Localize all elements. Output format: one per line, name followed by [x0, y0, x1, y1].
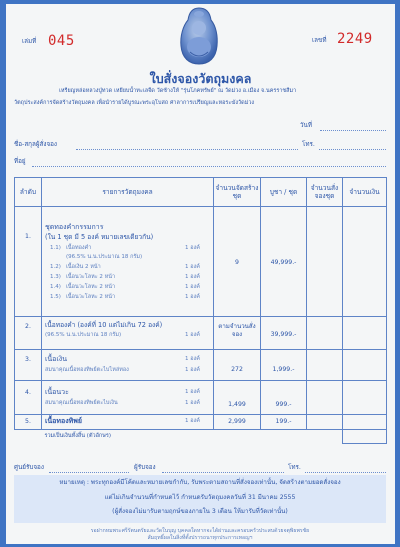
phone-label-2: โทร. [288, 464, 301, 471]
item-title: เนื้อทองทิพย์ [45, 417, 82, 425]
serial-label: เลขที่ [312, 37, 327, 44]
sub-name: (96.5% น.น.ประมาณ 18 กรัม) [66, 254, 143, 260]
order-qty-input[interactable] [307, 350, 343, 381]
bottom-blessing [14, 528, 386, 541]
book-number: 045 [48, 33, 75, 49]
col-item: รายการวัตถุมงคล [42, 178, 214, 207]
item-title: เนื้อนวะ [45, 388, 69, 396]
purpose-line: วัตถุประสงค์การจัดสร้างวัตถุมงคล เพื่อนำรายได้บูรณะพระอุโบสถ ศาลาการเปรียญและหอระฆังวัดม่วง [14, 100, 255, 106]
amulet-photo [179, 6, 220, 66]
order-form-paper [6, 4, 395, 544]
address-field[interactable] [32, 166, 386, 167]
item-title: ชุดทองคำกรรมการ [45, 223, 104, 231]
item-subtitle: (ใน 1 ชุด มี 5 องค์ หมายเลขเดียวกัน) [45, 233, 154, 241]
sub-name: เนื้อนวะโลหะ 2 หน้า [66, 294, 116, 300]
item-title: เนื้อทองคำ (องค์ที่ 10 แต่ไม่เกิน 72 องค์) [45, 321, 163, 329]
table-row-2 [15, 317, 387, 350]
qty: 1,499 [214, 381, 261, 415]
price: 199.- [261, 415, 307, 430]
sub-no: 1.2) [50, 264, 61, 270]
booker-label: ผู้รับจอง [134, 464, 156, 471]
total-amount-input[interactable] [343, 430, 387, 444]
seq: 5. [15, 415, 42, 430]
booker-field[interactable] [162, 472, 284, 473]
order-qty-input[interactable] [307, 317, 343, 350]
blessing-line-2: สัมฤทธิ์ผลในสิ่งที่ตั้งปรารถนาทุกประการเทอญฯ [147, 534, 253, 541]
name-label: ชื่อ-สกุลผู้สั่งจอง [14, 141, 57, 148]
sub-unit: 1 องค์ [185, 284, 200, 290]
order-qty-input[interactable] [307, 207, 343, 317]
item-cell [42, 381, 214, 415]
item-unit: 1 องค์ [185, 356, 200, 362]
item-unit: 1 องค์ [185, 418, 200, 424]
sub-no: 1.5) [50, 294, 61, 300]
table-row-3 [15, 350, 387, 381]
item-detail: สมนาคุณเนื้อทองทิพย์ตะไบไหล่ทอง [45, 367, 129, 373]
sub-unit: 1 องค์ [185, 245, 200, 251]
sub-no: 1.3) [50, 274, 61, 280]
col-price: บูชา / ชุด [261, 178, 307, 207]
price: 39,999.- [261, 317, 307, 350]
item-title: เนื้อเงิน [45, 355, 67, 363]
total-text-label: รวมเป็นเงินทั้งสิ้น (ตัวอักษร) [44, 433, 111, 439]
item-cell [42, 350, 214, 381]
receiver-field[interactable] [49, 472, 129, 473]
item-cell [42, 207, 214, 317]
date-field[interactable] [320, 130, 386, 131]
item-detail: (96.5% น.น.ประมาณ 18 กรัม) [45, 332, 122, 338]
table-row-4 [15, 381, 387, 415]
sub-no: 1.1) [50, 245, 61, 251]
footer-note-box [14, 475, 386, 523]
seq: 4. [15, 381, 42, 415]
price: 49,999.- [261, 207, 307, 317]
price: 999.- [261, 381, 307, 415]
date-label: วันที่ [300, 122, 312, 129]
table-row-5 [15, 415, 387, 430]
intro-line: เหรียญหล่อหลวงปู่ทวด เหยียบน้ำทะเลจืด วัดช้างให้ "รุ่นโภคทรัพย์" ณ วัดม่วง อ.เมือง จ.นครราชสีมา [59, 88, 297, 94]
receiver-label: ศูนย์รับจอง [14, 464, 44, 471]
seq: 1. [15, 207, 42, 317]
item-unit: 1 องค์ [185, 400, 200, 406]
order-table [14, 177, 387, 444]
item-cell [42, 317, 214, 350]
sub-unit: 1 องค์ [185, 274, 200, 280]
item-unit: 1 องค์ [185, 367, 200, 373]
phone-label: โทร. [302, 141, 315, 148]
amount-input[interactable] [343, 350, 387, 381]
footer-line-2: แต่ไม่เกินจำนวนที่กำหนดไว้ กำหนดรับวัตถุมงคลวันที่ 31 มีนาคม 2555 [104, 494, 296, 501]
amount-input[interactable] [343, 415, 387, 430]
sub-name: เนื้อนวะโลหะ 2 หน้า [66, 274, 116, 280]
sub-unit: 1 องค์ [185, 294, 200, 300]
order-qty-input[interactable] [307, 381, 343, 415]
sub-name: เนื้อเงิน 2 หน้า [66, 264, 101, 270]
item-cell [42, 415, 214, 430]
seq: 3. [15, 350, 42, 381]
item-unit: 1 องค์ [185, 389, 200, 395]
table-row-1 [15, 207, 387, 317]
footer-line-1: หมายเหตุ : พระทุกองค์มีโค้ดและหมายเลขกำกับ, รับพระตามสถานที่สั่งจองเท่านั้น, จัดสร้างตามยอดสั่งจอง [59, 479, 341, 486]
sub-name: เนื้อนวะโลหะ 2 หน้า [66, 284, 116, 290]
table-total-row [15, 430, 387, 444]
qty: 2,999 [214, 415, 261, 430]
phone-field[interactable] [319, 149, 386, 150]
col-qty: จำนวนจัดสร้างชุด [214, 178, 261, 207]
amount-input[interactable] [343, 317, 387, 350]
col-order-qty: จำนวนสั่งจองชุด [307, 178, 343, 207]
seq: 2. [15, 317, 42, 350]
qty: ตามจำนวนสั่งจอง [214, 317, 261, 350]
amount-input[interactable] [343, 207, 387, 317]
sub-name: เนื้อทองคำ [66, 245, 92, 251]
phone-field-2[interactable] [305, 472, 386, 473]
qty: 9 [214, 207, 261, 317]
blessing-line-1: รอฝากหมพระศรีรัตนตรัยและวัดในบุญ บุคคลใดหากจะได้ผ่านและครอบครัวประสบด้วยจตุพิธพรชัย [90, 528, 310, 534]
name-field[interactable] [76, 149, 298, 150]
col-amount: จำนวนเงิน [343, 178, 387, 207]
col-seq: ลำดับ [15, 178, 42, 207]
address-label: ที่อยู่ [14, 158, 26, 165]
sub-unit: 1 องค์ [185, 264, 200, 270]
price: 1,999.- [261, 350, 307, 381]
item-detail: สมนาคุณเนื้อทองทิพย์ตะไบเงิน [45, 400, 118, 406]
order-qty-input[interactable] [307, 415, 343, 430]
footer-line-3: (ผู้สั่งจองไม่มารับตามฤกษ์ของภายใน 3 เดือน ให้มารับที่วัดเท่านั้น) [112, 508, 288, 515]
book-label: เล่มที่ [22, 38, 37, 45]
amount-input[interactable] [343, 381, 387, 415]
form-title: ใบสั่งจองวัตถุมงคล [149, 71, 252, 86]
qty: 272 [214, 350, 261, 381]
sub-no: 1.4) [50, 284, 61, 290]
item-unit: 1 องค์ [185, 332, 200, 338]
serial-number: 2249 [337, 31, 373, 47]
